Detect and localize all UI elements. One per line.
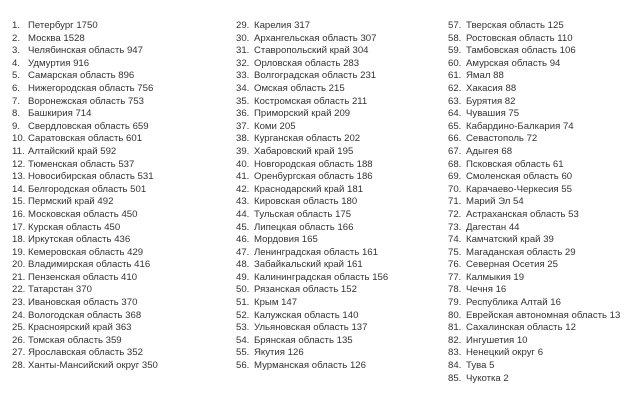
list-item — [236, 272, 441, 285]
list-item-number: 19. — [12, 246, 26, 258]
list-item-text: Липецкая область 166 — [254, 221, 354, 233]
list-item-text: Владимирская область 416 — [28, 259, 151, 271]
list-item-text: Кабардино-Балкария 74 — [466, 120, 574, 132]
list-item-text: Саратовская область 601 — [28, 133, 143, 145]
list-item-text: Карачаево-Черкесия 55 — [466, 183, 572, 195]
list-item-text: Москва 1528 — [28, 32, 85, 44]
list-item — [12, 121, 217, 134]
list-item-text: Волгоградская область 231 — [254, 70, 377, 82]
list-item — [12, 209, 217, 222]
list-item-number: 34. — [236, 82, 250, 94]
list-item-number: 77. — [448, 271, 462, 283]
list-item-text: Псковская область 61 — [466, 158, 564, 170]
list-item-number: 3. — [12, 45, 21, 57]
list-item-number: 30. — [236, 32, 250, 44]
list-item — [236, 108, 441, 121]
list-item-text: Чукотка 2 — [466, 372, 509, 384]
list-item — [448, 234, 638, 247]
list-item-text: Севастополь 72 — [466, 133, 538, 145]
list-item — [236, 209, 441, 222]
list-item — [448, 121, 638, 134]
list-item — [12, 272, 217, 285]
list-item-text: Ленинградская область 161 — [254, 246, 378, 258]
list-item-text: Омская область 215 — [254, 82, 345, 94]
list-item-text: Алтайский край 592 — [28, 145, 117, 157]
list-item-text: Рязанская область 152 — [254, 284, 357, 296]
list-item — [448, 133, 638, 146]
list-item-text: Ханты-Мансийский округ 350 — [28, 360, 158, 372]
list-item-number: 8. — [12, 108, 21, 120]
list-item-number: 59. — [448, 45, 462, 57]
list-item-number: 67. — [448, 145, 462, 157]
list-item — [236, 247, 441, 260]
list-item-number: 37. — [236, 120, 250, 132]
list-item — [12, 196, 217, 209]
list-item — [12, 58, 217, 71]
list-item — [12, 310, 217, 323]
list-item — [12, 108, 217, 121]
list-item-text: Ненецкий округ 6 — [466, 347, 544, 359]
list-item-text: Тверская область 125 — [466, 20, 564, 31]
list-item — [236, 33, 441, 46]
list-item-number: 63. — [448, 95, 462, 107]
list-item — [448, 70, 638, 83]
list-item — [12, 146, 217, 159]
list-item — [236, 184, 441, 197]
list-item-text: Камчатский край 39 — [466, 234, 554, 246]
list-item — [236, 159, 441, 172]
list-item — [448, 259, 638, 272]
list-item-number: 50. — [236, 284, 250, 296]
list-item — [448, 20, 638, 33]
list-item-text: Мурманская область 126 — [254, 360, 366, 372]
list-item-number: 51. — [236, 297, 250, 309]
list-item — [236, 259, 441, 272]
list-item — [12, 33, 217, 46]
list-item-text: Тульская область 175 — [254, 208, 352, 220]
list-item-number: 6. — [12, 82, 21, 94]
list-item-text: Курская область 450 — [28, 221, 121, 233]
list-column-3 — [448, 20, 638, 385]
list-item-text: Ингушетия 10 — [466, 334, 528, 346]
list-item-text: Томская область 359 — [28, 334, 122, 346]
list-item-text: Ямал 88 — [466, 70, 504, 82]
list-item-text: Башкирия 714 — [28, 108, 92, 120]
list-item-number: 76. — [448, 259, 462, 271]
list-item — [236, 234, 441, 247]
list-item-text: Амурская область 94 — [466, 57, 561, 69]
list-item-text: Еврейская автономная область 13 — [466, 309, 621, 321]
list-item-text: Республика Алтай 16 — [466, 297, 561, 309]
list-item-text: Чечня 16 — [466, 284, 507, 296]
list-item — [448, 146, 638, 159]
list-item-text: Краснодарский край 181 — [254, 183, 364, 195]
list-item-number: 17. — [12, 221, 26, 233]
list-item — [448, 297, 638, 310]
list-item-text: Тюменская область 537 — [28, 158, 135, 170]
list-item-number: 60. — [448, 57, 462, 69]
list-item-number: 71. — [448, 196, 462, 208]
list-item — [448, 272, 638, 285]
list-item-number: 72. — [448, 208, 462, 220]
list-item-number: 9. — [12, 120, 21, 132]
list-item — [236, 58, 441, 71]
list-item — [236, 20, 441, 33]
list-item-text: Карелия 317 — [254, 20, 311, 31]
list-item-number: 33. — [236, 70, 250, 82]
list-item-text: Бурятия 82 — [466, 95, 516, 107]
list-item — [12, 96, 217, 109]
list-item-text: Калужская область 140 — [254, 309, 359, 321]
list-item — [448, 83, 638, 96]
list-item-number: 55. — [236, 347, 250, 359]
list-item — [448, 58, 638, 71]
list-item — [448, 184, 638, 197]
list-item-text: Вологодская область 368 — [28, 309, 142, 321]
list-item-number: 68. — [448, 158, 462, 170]
list-item-text: Дагестан 44 — [466, 221, 520, 233]
list-item — [12, 347, 217, 360]
list-item-text: Марий Эл 54 — [466, 196, 524, 208]
list-item-text: Крым 147 — [254, 297, 298, 309]
list-item-number: 2. — [12, 32, 21, 44]
list-item-text: Орловская область 283 — [254, 57, 360, 69]
list-item — [236, 347, 441, 360]
list-item-number: 10. — [12, 133, 26, 145]
list-item-text: Татарстан 370 — [28, 284, 92, 296]
list-item-number: 42. — [236, 183, 250, 195]
list-item — [236, 322, 441, 335]
list-item-number: 21. — [12, 271, 26, 283]
list-item-number: 35. — [236, 95, 250, 107]
list-item-text: Брянская область 135 — [254, 334, 353, 346]
list-item-number: 70. — [448, 183, 462, 195]
list-item — [236, 360, 441, 373]
list-item-number: 52. — [236, 309, 250, 321]
list-item-text: Ульяновская область 137 — [254, 322, 368, 334]
list-item — [12, 45, 217, 58]
list-item-text: Хабаровский край 195 — [254, 145, 354, 157]
list-item-text: Курганская область 202 — [254, 133, 361, 145]
list-item-number: 1. — [12, 20, 21, 31]
list-item-number: 85. — [448, 372, 462, 384]
list-item — [448, 33, 638, 46]
list-item — [448, 159, 638, 172]
list-item — [236, 297, 441, 310]
list-item-number: 80. — [448, 309, 462, 321]
list-item-number: 7. — [12, 95, 21, 107]
list-item-text: Ставропольский край 304 — [254, 45, 369, 57]
list-item-number: 13. — [12, 171, 26, 183]
list-item-text: Новосибирская область 531 — [28, 171, 154, 183]
list-item-number: 4. — [12, 57, 21, 69]
list-item — [236, 310, 441, 323]
list-item-number: 26. — [12, 334, 26, 346]
list-item-number: 15. — [12, 196, 26, 208]
list-item-number: 74. — [448, 234, 462, 246]
list-item — [236, 96, 441, 109]
list-column-1 — [12, 20, 217, 373]
list-item-number: 62. — [448, 82, 462, 94]
list-item-number: 40. — [236, 158, 250, 170]
list-item-number: 61. — [448, 70, 462, 82]
list-item — [448, 322, 638, 335]
list-item-number: 14. — [12, 183, 26, 195]
list-item-number: 65. — [448, 120, 462, 132]
list-item-number: 28. — [12, 360, 26, 372]
list-item-number: 69. — [448, 171, 462, 183]
list-item-text: Челябинская область 947 — [28, 45, 143, 57]
list-item-number: 16. — [12, 208, 26, 220]
list-item — [448, 222, 638, 235]
list-item — [448, 45, 638, 58]
list-item-number: 48. — [236, 259, 250, 271]
list-item-number: 11. — [12, 145, 25, 157]
list-item-text: Ивановская область 370 — [28, 297, 138, 309]
list-item-number: 53. — [236, 322, 250, 334]
list-item-text: Магаданская область 29 — [466, 246, 576, 258]
list-item-text: Петербург 1750 — [28, 20, 98, 31]
list-item — [12, 171, 217, 184]
list-item — [236, 83, 441, 96]
list-item-number: 23. — [12, 297, 26, 309]
list-item-number: 29. — [236, 20, 250, 31]
list-item-number: 66. — [448, 133, 462, 145]
list-item-number: 36. — [236, 108, 250, 120]
list-item-text: Мордовия 165 — [254, 234, 318, 246]
list-item-text: Московская область 450 — [28, 208, 138, 220]
list-item-text: Приморский край 209 — [254, 108, 351, 120]
list-item-text: Ростовская область 110 — [466, 32, 573, 44]
list-item — [236, 70, 441, 83]
list-item — [12, 184, 217, 197]
list-item — [448, 335, 638, 348]
list-item — [448, 284, 638, 297]
list-item — [236, 196, 441, 209]
list-item — [448, 96, 638, 109]
list-item-number: 24. — [12, 309, 26, 321]
list-item-text: Коми 205 — [254, 120, 296, 132]
list-item — [236, 171, 441, 184]
list-item-number: 46. — [236, 234, 250, 246]
list-item-number: 38. — [236, 133, 250, 145]
list-item-text: Красноярский край 363 — [28, 322, 132, 334]
list-item-text: Забайкальский край 161 — [254, 259, 363, 271]
list-item-number: 78. — [448, 284, 462, 296]
list-item-text: Калининградская область 156 — [254, 271, 389, 283]
list-item — [236, 146, 441, 159]
list-item-text: Пензенская область 410 — [28, 271, 138, 283]
list-item-number: 56. — [236, 360, 250, 372]
list-item — [448, 247, 638, 260]
list-item-text: Нижегородская область 756 — [28, 82, 154, 94]
list-item-text: Новгородская область 188 — [254, 158, 373, 170]
list-item-text: Якутия 126 — [254, 347, 304, 359]
list-item — [448, 209, 638, 222]
list-item-text: Адыгея 68 — [466, 145, 513, 157]
list-item-text: Тува 5 — [466, 360, 495, 372]
list-item — [12, 284, 217, 297]
list-item-number: 75. — [448, 246, 462, 258]
list-item — [12, 360, 217, 373]
list-item — [12, 70, 217, 83]
list-item-number: 82. — [448, 334, 462, 346]
list-item — [236, 45, 441, 58]
list-item-number: 45. — [236, 221, 250, 233]
list-item-number: 47. — [236, 246, 250, 258]
list-item-number: 39. — [236, 145, 250, 157]
list-item-number: 79. — [448, 297, 462, 309]
list-item-text: Чувашия 75 — [466, 108, 520, 120]
list-item-text: Астраханская область 53 — [466, 208, 579, 220]
list-item — [448, 360, 638, 373]
list-item-number: 43. — [236, 196, 250, 208]
list-item-number: 84. — [448, 360, 462, 372]
list-item — [12, 83, 217, 96]
list-item-text: Калмыкия 19 — [466, 271, 525, 283]
list-item-text: Пермский край 492 — [28, 196, 114, 208]
list-item-text: Ярославская область 352 — [28, 347, 143, 359]
list-item — [12, 322, 217, 335]
list-item — [12, 335, 217, 348]
list-item-number: 44. — [236, 208, 250, 220]
list-item-number: 73. — [448, 221, 462, 233]
list-item — [12, 247, 217, 260]
list-column-2 — [236, 20, 441, 373]
list-item — [236, 133, 441, 146]
list-item-number: 31. — [236, 45, 250, 57]
list-item-text: Тамбовская область 106 — [466, 45, 576, 57]
list-item-text: Смоленская область 60 — [466, 171, 573, 183]
list-item — [236, 284, 441, 297]
list-item-number: 27. — [12, 347, 26, 359]
list-item — [236, 121, 441, 134]
list-item-text: Архангельская область 307 — [254, 32, 377, 44]
list-item-number: 20. — [12, 259, 26, 271]
list-item-text: Кировская область 180 — [254, 196, 358, 208]
list-item — [448, 171, 638, 184]
list-item-number: 49. — [236, 271, 250, 283]
list-item — [448, 108, 638, 121]
list-item-number: 41. — [236, 171, 250, 183]
list-item — [12, 297, 217, 310]
list-item — [12, 159, 217, 172]
list-item — [448, 310, 638, 323]
list-item-text: Сахалинская область 12 — [466, 322, 576, 334]
list-item-number: 83. — [448, 347, 462, 359]
list-item-text: Белгородская область 501 — [28, 183, 147, 195]
list-item-text: Свердловская область 659 — [28, 120, 149, 132]
list-item — [236, 335, 441, 348]
list-item — [448, 373, 638, 386]
list-item-number: 25. — [12, 322, 26, 334]
list-item — [12, 133, 217, 146]
list-item-text: Воронежская область 753 — [28, 95, 144, 107]
list-item-text: Иркутская область 436 — [28, 234, 131, 246]
list-item-number: 5. — [12, 70, 21, 82]
list-item-number: 64. — [448, 108, 462, 120]
list-item-number: 57. — [448, 20, 462, 31]
list-item-number: 32. — [236, 57, 250, 69]
list-item-number: 81. — [448, 322, 462, 334]
list-item-text: Северная Осетия 25 — [466, 259, 558, 271]
list-item — [236, 222, 441, 235]
list-item-text: Оренбургская область 186 — [254, 171, 373, 183]
list-item — [12, 20, 217, 33]
list-item-text: Хакасия 88 — [466, 82, 517, 94]
list-item — [448, 196, 638, 209]
list-item-text: Удмуртия 916 — [28, 57, 90, 69]
list-item-number: 22. — [12, 284, 26, 296]
list-item-number: 18. — [12, 234, 26, 246]
list-item — [12, 259, 217, 272]
list-item-number: 58. — [448, 32, 462, 44]
list-item — [12, 234, 217, 247]
list-item-text: Костромская область 211 — [254, 95, 368, 107]
list-item — [12, 222, 217, 235]
list-item-text: Самарская область 896 — [28, 70, 135, 82]
list-item-number: 54. — [236, 334, 250, 346]
list-item-text: Кемеровская область 429 — [28, 246, 144, 258]
list-item-number: 12. — [12, 158, 26, 170]
list-item — [448, 347, 638, 360]
